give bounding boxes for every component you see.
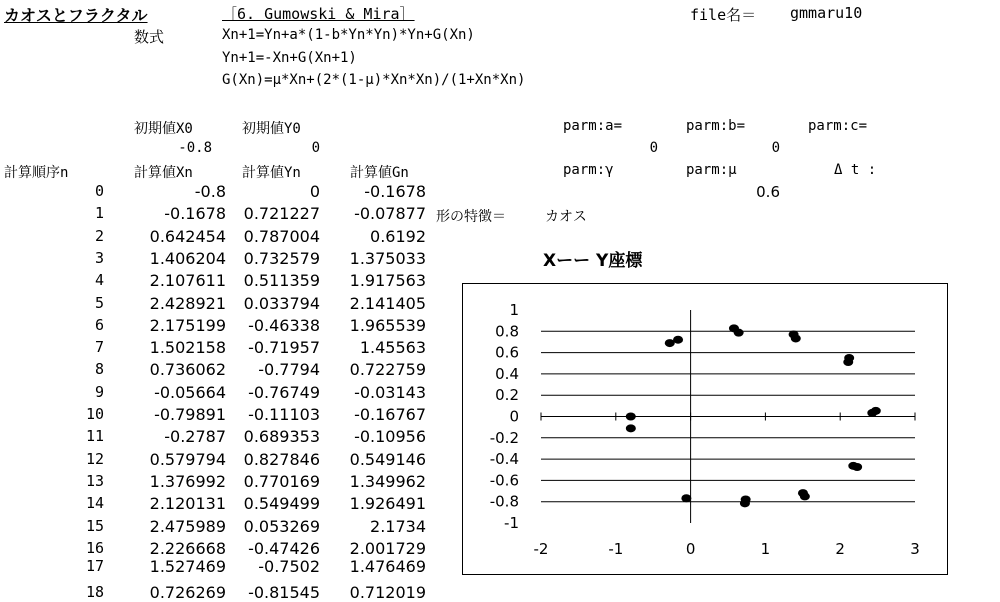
cell-xn: 2.120131 — [149, 494, 226, 514]
cell-n: 0 — [94, 182, 104, 200]
y-tick-label: 0.6 — [495, 343, 519, 362]
y-tick-label: 0.4 — [495, 364, 519, 383]
initial-x0-label: 初期値X0 — [134, 121, 193, 137]
initial-y0-label: 初期値Y0 — [242, 121, 301, 137]
cell-xn: 0.726269 — [149, 583, 226, 602]
data-point — [665, 339, 675, 347]
param-dt-label: Δ t : — [834, 162, 877, 178]
cell-n: 16 — [85, 538, 104, 557]
cell-yn: 0.827846 — [243, 449, 320, 469]
initial-y0-value: 0 — [311, 140, 320, 156]
cell-n: 17 — [85, 557, 104, 576]
cell-n: 18 — [85, 583, 104, 602]
param-c-label: parm:c= — [808, 118, 868, 134]
cell-n: 11 — [85, 427, 104, 446]
page-title: カオスとフラクタル — [4, 6, 148, 25]
param-a-value: 0 — [649, 140, 658, 156]
cell-xn: 2.475989 — [149, 516, 226, 536]
y-tick-label: -0.6 — [489, 471, 519, 490]
cell-yn: -0.7794 — [258, 360, 320, 380]
cell-yn: -0.47426 — [248, 538, 320, 558]
data-point — [844, 354, 854, 362]
cell-yn: 0.721227 — [243, 204, 320, 224]
y-tick-label: -0.8 — [489, 492, 519, 511]
cell-xn: 1.376992 — [149, 471, 226, 491]
initial-x0-value: -0.8 — [178, 140, 212, 156]
col-header-n: 計算順序n — [4, 165, 69, 181]
cell-yn: -0.81545 — [248, 583, 320, 602]
cell-gn: 1.375033 — [349, 248, 426, 268]
y-tick-label: -0.2 — [489, 428, 519, 447]
col-header-xn: 計算値Xn — [134, 165, 193, 181]
cell-yn: -0.11103 — [248, 405, 320, 424]
cell-gn: 2.1734 — [370, 516, 426, 536]
cell-xn: 2.428921 — [149, 293, 226, 313]
x-tick-label: -2 — [533, 540, 549, 558]
cell-gn: 1.349962 — [349, 471, 426, 491]
cell-xn: -0.1678 — [164, 204, 226, 224]
col-header-yn: 計算値Yn — [242, 165, 301, 181]
cell-xn: -0.2787 — [164, 427, 226, 447]
file-value: gmmaru10 — [790, 4, 863, 22]
data-point — [852, 463, 862, 471]
x-tick-label: 2 — [835, 540, 845, 558]
cell-yn: 0.549499 — [243, 494, 320, 514]
y-tick-label: -1 — [504, 514, 519, 532]
param-mu-label: parm:μ — [686, 162, 737, 178]
formula-line-3: G(Xn)=μ*Xn+(2*(1-μ)*Xn*Xn)/(1+Xn*Xn) — [222, 72, 526, 88]
cell-yn: 0 — [309, 182, 320, 201]
cell-n: 5 — [94, 293, 104, 312]
cell-xn: 0.642454 — [149, 226, 226, 246]
cell-gn: -0.03143 — [354, 382, 426, 402]
cell-xn: 1.527469 — [149, 557, 226, 577]
xy-scatter-chart — [463, 284, 947, 574]
cell-gn: -0.10956 — [354, 427, 426, 447]
y-tick-label: -0.4 — [489, 450, 519, 469]
cell-yn: 0.770169 — [243, 471, 320, 491]
param-a-label: parm:a= — [563, 118, 623, 134]
param-b-label: parm:b= — [686, 118, 746, 134]
cell-yn: 0.732579 — [243, 248, 320, 268]
cell-xn: -0.05664 — [154, 382, 226, 402]
cell-xn: 1.502158 — [149, 338, 226, 358]
cell-gn: 1.926491 — [349, 494, 426, 514]
cell-n: 13 — [85, 471, 104, 490]
param-gamma-label: parm:γ — [563, 162, 614, 178]
cell-gn: -0.07877 — [354, 204, 426, 224]
cell-gn: -0.16767 — [354, 405, 426, 424]
cell-xn: -0.8 — [194, 182, 226, 201]
chart-area — [462, 283, 948, 575]
x-tick-label: -1 — [608, 540, 624, 558]
cell-n: 12 — [85, 449, 104, 468]
cell-n: 1 — [94, 204, 104, 223]
cell-gn: 0.6192 — [370, 226, 426, 246]
param-mu-value: 0.6 — [756, 183, 780, 201]
cell-n: 15 — [85, 516, 104, 535]
cell-xn: 2.107611 — [149, 271, 226, 291]
cell-yn: 0.689353 — [243, 427, 320, 447]
data-point — [740, 499, 750, 507]
cell-xn: 1.406204 — [149, 248, 226, 268]
x-tick-label: 3 — [910, 540, 920, 558]
y-tick-label: 0 — [509, 407, 519, 426]
cell-xn: 0.579794 — [149, 449, 226, 469]
data-point — [626, 413, 636, 421]
data-point — [789, 330, 799, 338]
cell-n: 6 — [94, 315, 104, 334]
shape-label: 形の特徴＝ — [436, 209, 506, 225]
section-title: ［6. Gumowski & Mira］ — [222, 5, 415, 23]
cell-gn: 1.45563 — [359, 338, 426, 358]
formula-label: 数式 — [134, 28, 165, 46]
shape-value: カオス — [545, 209, 587, 225]
cell-gn: 0.712019 — [349, 583, 426, 602]
cell-xn: 2.175199 — [149, 315, 226, 335]
cell-gn: 1.476469 — [349, 557, 426, 577]
data-point — [681, 494, 691, 502]
cell-gn: 0.549146 — [349, 449, 426, 469]
cell-n: 4 — [94, 271, 104, 290]
cell-yn: -0.7502 — [258, 557, 320, 577]
col-header-gn: 計算値Gn — [350, 165, 409, 181]
cell-yn: -0.71957 — [248, 338, 320, 358]
cell-yn: 0.787004 — [243, 226, 320, 246]
cell-n: 10 — [85, 405, 104, 423]
cell-gn: 2.141405 — [349, 293, 426, 313]
data-point — [800, 492, 810, 500]
cell-xn: -0.79891 — [154, 405, 226, 424]
cell-n: 3 — [94, 248, 104, 267]
cell-n: 9 — [94, 382, 104, 401]
cell-gn: 1.965539 — [349, 315, 426, 335]
cell-yn: -0.76749 — [248, 382, 320, 402]
cell-yn: 0.053269 — [243, 516, 320, 536]
y-tick-label: 1 — [509, 301, 519, 319]
cell-xn: 0.736062 — [149, 360, 226, 380]
chart-title: Xーー Y座標 — [543, 251, 643, 271]
cell-n: 7 — [94, 338, 104, 357]
formula-line-1: Xn+1=Yn+a*(1-b*Yn*Yn)*Yn+G(Xn) — [222, 27, 475, 43]
cell-gn: 2.001729 — [349, 538, 426, 558]
cell-yn: 0.033794 — [243, 293, 320, 313]
file-label: file名＝ — [690, 6, 757, 24]
cell-gn: 1.917563 — [349, 271, 426, 291]
cell-n: 8 — [94, 360, 104, 379]
param-b-value: 0 — [771, 140, 780, 156]
cell-n: 2 — [94, 226, 104, 245]
cell-yn: 0.511359 — [243, 271, 320, 291]
x-tick-label: 0 — [685, 540, 696, 558]
data-point — [871, 407, 881, 415]
cell-gn: -0.1678 — [364, 182, 426, 201]
formula-line-2: Yn+1=-Xn+G(Xn+1) — [222, 50, 357, 66]
data-point — [626, 424, 636, 432]
cell-yn: -0.46338 — [248, 315, 320, 335]
cell-xn: 2.226668 — [149, 538, 226, 558]
data-point — [729, 324, 739, 332]
x-tick-label: 1 — [760, 540, 771, 558]
cell-n: 14 — [85, 494, 104, 513]
y-tick-label: 0.2 — [495, 386, 519, 405]
y-tick-label: 0.8 — [495, 322, 519, 341]
cell-gn: 0.722759 — [349, 360, 426, 380]
